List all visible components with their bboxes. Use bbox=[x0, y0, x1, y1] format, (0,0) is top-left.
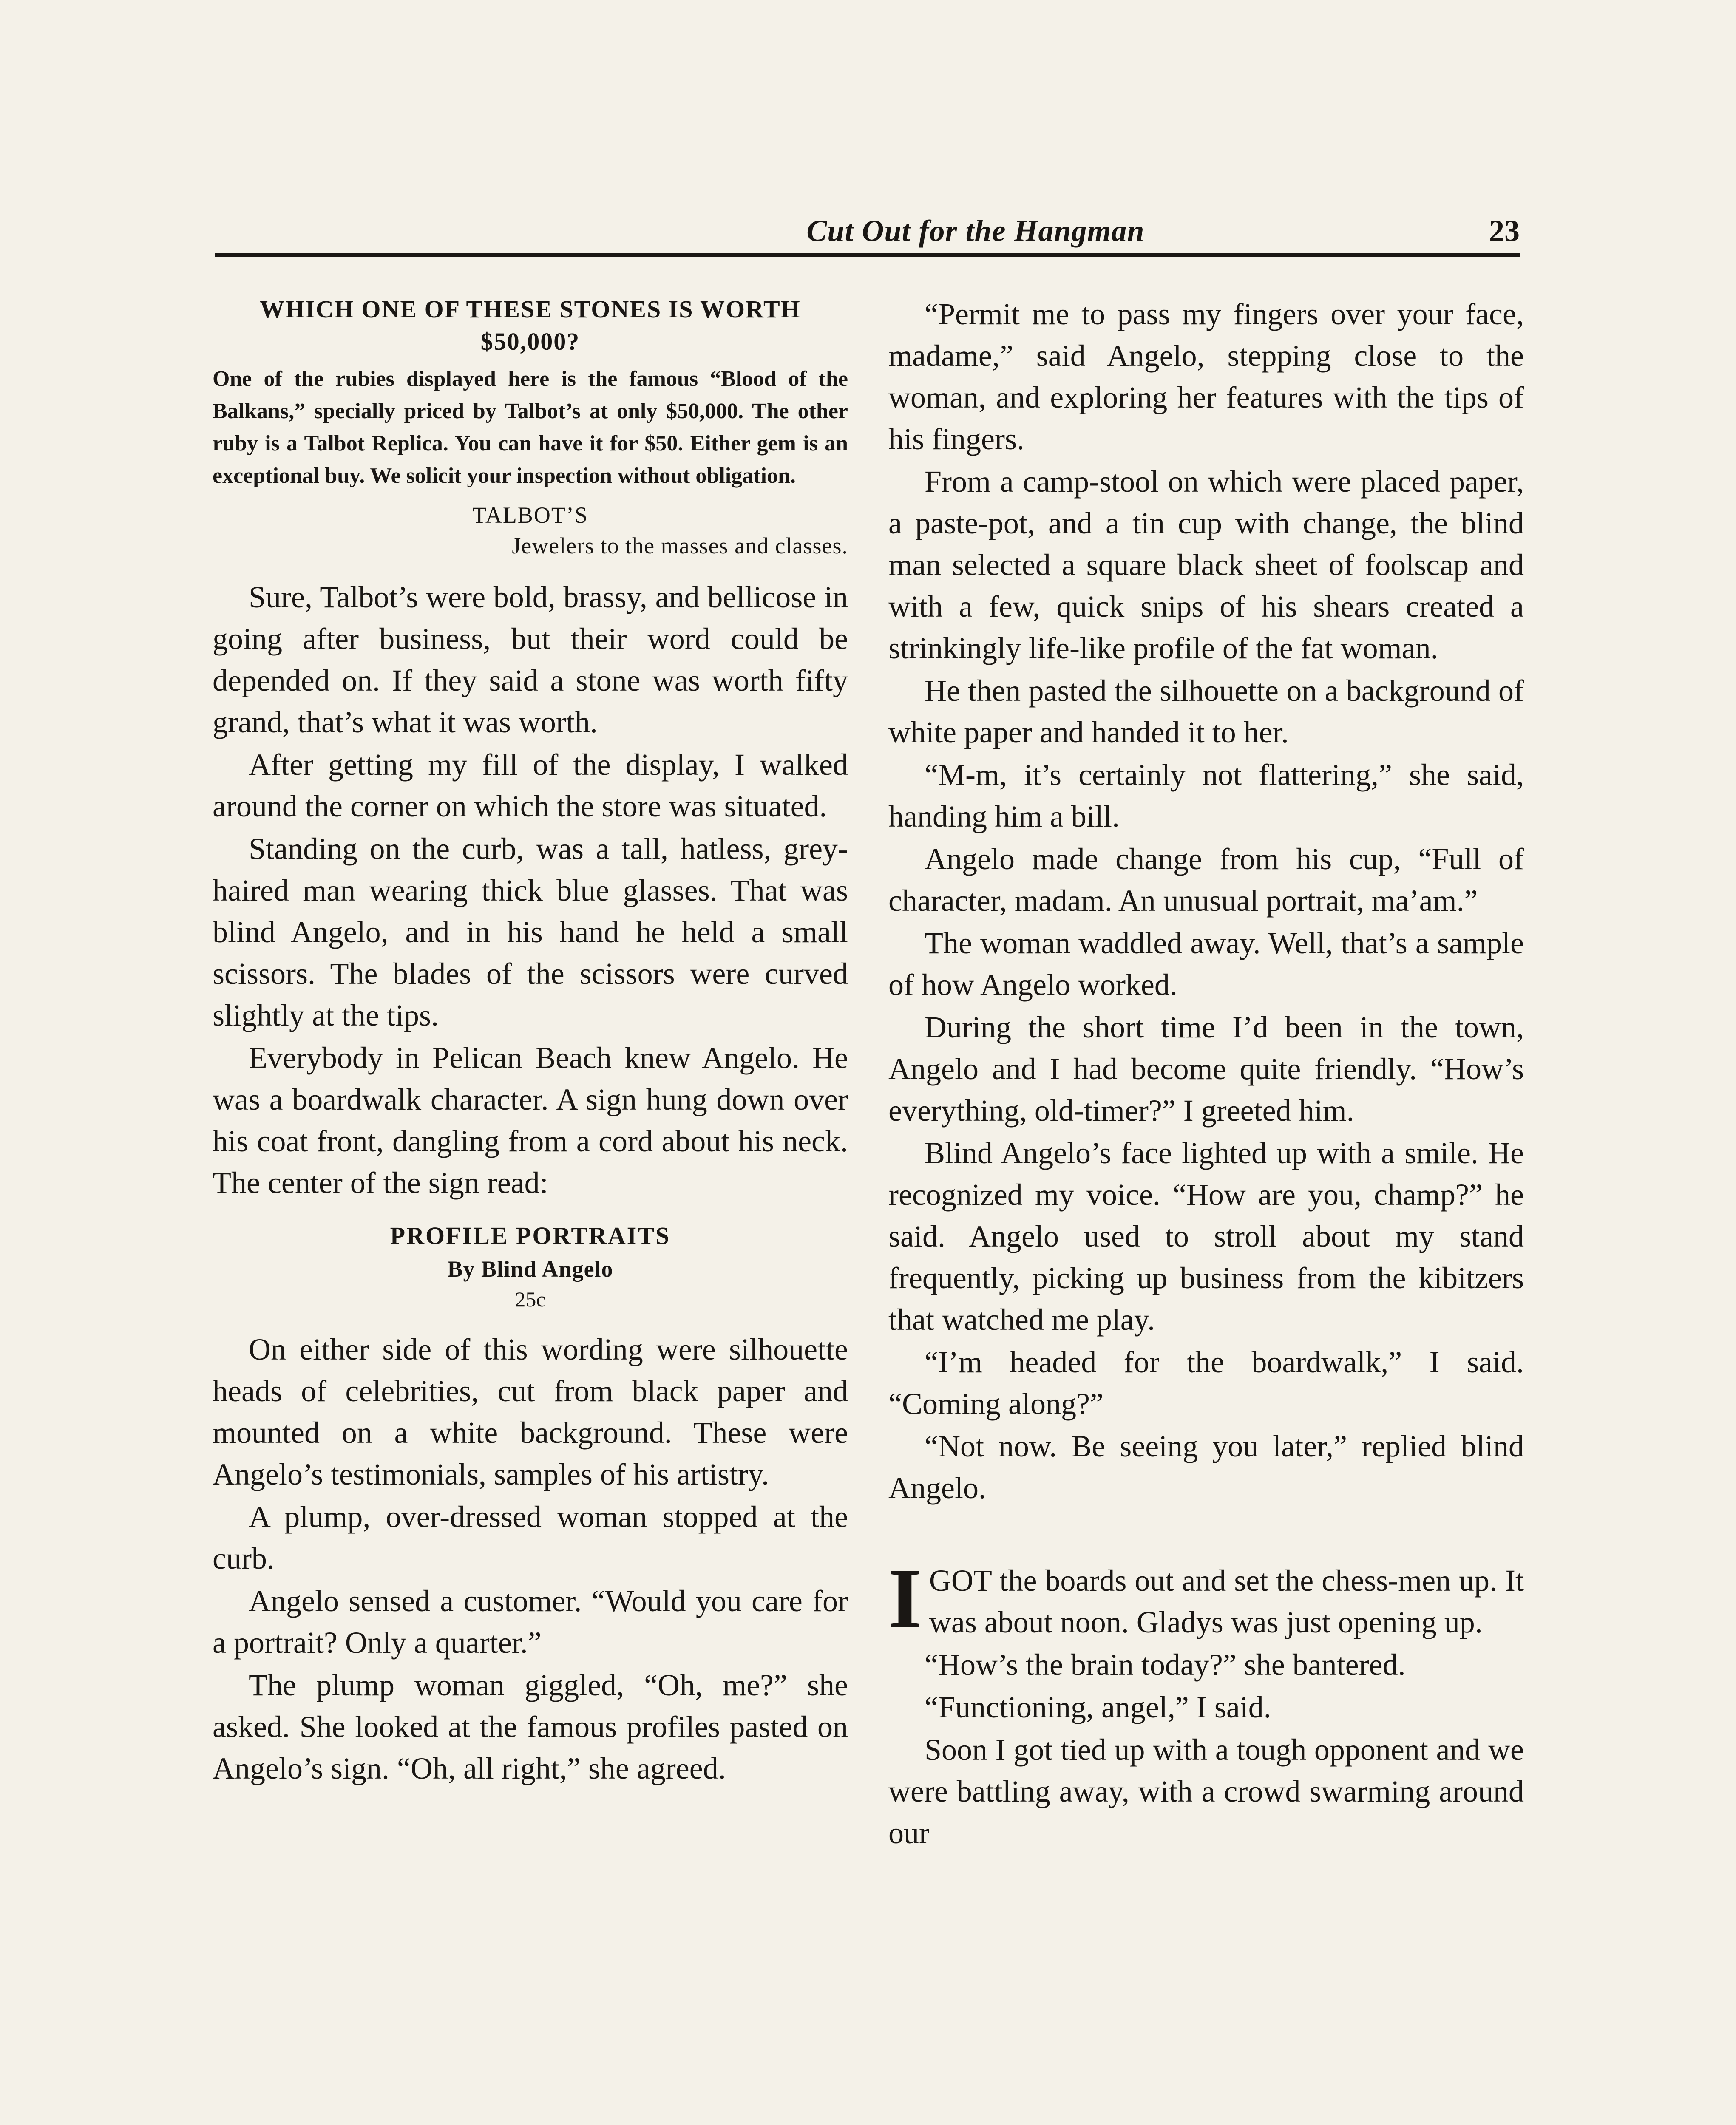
page-number: 23 bbox=[1489, 214, 1520, 248]
header-rule bbox=[215, 253, 1520, 257]
paragraph: Angelo sensed a customer. “Would you care for a portrait? Only a quarter.” bbox=[213, 1584, 848, 1660]
paragraph: On either side of this wording were silhouette heads of celebrities, cut from black paper and mounted on a white background. These were Angelo’s testimonials, samples of his artistry. bbox=[213, 1332, 848, 1491]
sign-byline: By Blind Angelo bbox=[447, 1256, 613, 1282]
paragraph: “Permit me to pass my fingers over your face, madame,” said Angelo, stepping close to the woman, and exploring her features with the tips of his fingers. bbox=[888, 297, 1524, 456]
sign-title: PROFILE PORTRAITS bbox=[390, 1222, 671, 1250]
story-title: Cut Out for the Hangman bbox=[806, 214, 1145, 248]
left-column bbox=[213, 293, 848, 1789]
talbots-advertisement bbox=[213, 293, 848, 561]
paragraph: During the short time I’d been in the town, Angelo and I had become quite friendly. “How’s everything, old-timer?” I greeted him. bbox=[888, 1010, 1524, 1128]
ad-headline: WHICH ONE OF THESE STONES IS WORTH $50,000? bbox=[260, 295, 801, 355]
paragraph: Soon I got tied up with a tough opponent and we were battling away, with a crowd swarming around our bbox=[888, 1733, 1524, 1850]
paragraph: Sure, Talbot’s were bold, brassy, and bellicose in going after business, but their word could be depended on. If they said a stone was worth fifty grand, that’s what it was worth. bbox=[213, 580, 848, 739]
right-column bbox=[888, 293, 1524, 1854]
section-opening-text: GOT the boards out and set the chess-men up. It was about noon. Gladys was just opening up. bbox=[929, 1564, 1524, 1639]
drop-cap: I bbox=[888, 1552, 922, 1646]
section-break bbox=[888, 1552, 1524, 1854]
paragraph: He then pasted the silhouette on a background of white paper and handed it to her. bbox=[888, 674, 1524, 749]
paragraph: Everybody in Pelican Beach knew Angelo. He was a boardwalk character. A sign hung down over his coat front, dangling from a cord about his neck. The center of the sign read: bbox=[213, 1041, 848, 1200]
ad-tagline: Jewelers to the masses and classes. bbox=[512, 533, 848, 558]
paragraph: “I’m headed for the boardwalk,” I said. “Coming along?” bbox=[888, 1345, 1524, 1421]
paragraph: Standing on the curb, was a tall, hatless, grey-haired man wearing thick blue glasses. That was blind Angelo, and in his hand he held a small scissors. The blades of the scissors were curved slightly at the tips. bbox=[213, 832, 848, 1032]
sign-price: 25c bbox=[515, 1287, 546, 1311]
paragraph: “How’s the brain today?” she bantered. bbox=[925, 1648, 1406, 1682]
paragraph: “M-m, it’s certainly not flattering,” she said, handing him a bill. bbox=[888, 758, 1524, 833]
paragraph: After getting my fill of the display, I walked around the corner on which the store was situated. bbox=[213, 748, 848, 823]
paragraph: Angelo made change from his cup, “Full of character, madam. An unusual portrait, ma’am.” bbox=[888, 842, 1524, 918]
sign-text bbox=[213, 1219, 848, 1313]
section-opening-paragraph bbox=[888, 1552, 1524, 1646]
paragraph: “Not now. Be seeing you later,” replied blind Angelo. bbox=[888, 1429, 1524, 1505]
paragraph: The woman waddled away. Well, that’s a sample of how Angelo worked. bbox=[888, 926, 1524, 1002]
ad-store-name: TALBOT’S bbox=[472, 502, 588, 528]
paragraph: From a camp-stool on which were placed paper, a paste-pot, and a tin cup with change, the blind man selected a square black sheet of foolscap and with a few, quick snips of his shears created a strinkingly life-like profile of the fat woman. bbox=[888, 465, 1524, 665]
paragraph: “Functioning, angel,” I said. bbox=[925, 1690, 1271, 1724]
paragraph: A plump, over-dressed woman stopped at the curb. bbox=[213, 1500, 848, 1575]
paragraph: Blind Angelo’s face lighted up with a smile. He recognized my voice. “How are you, champ?” he said. Angelo used to stroll about my stand frequently, picking up business from the kibitzers that watched me play. bbox=[888, 1136, 1524, 1337]
paragraph: The plump woman giggled, “Oh, me?” she asked. She looked at the famous profiles pasted on Angelo’s sign. “Oh, all right,” she agreed. bbox=[213, 1668, 848, 1785]
running-header bbox=[215, 212, 1520, 250]
ad-body: One of the rubies displayed here is the famous “Blood of the Balkans,” specially priced by Talbot’s at only $50,000. The other ruby is a Talbot Replica. You can have it for $50. Either gem is an exceptional buy. We solicit your inspection without obligation. bbox=[213, 367, 848, 488]
